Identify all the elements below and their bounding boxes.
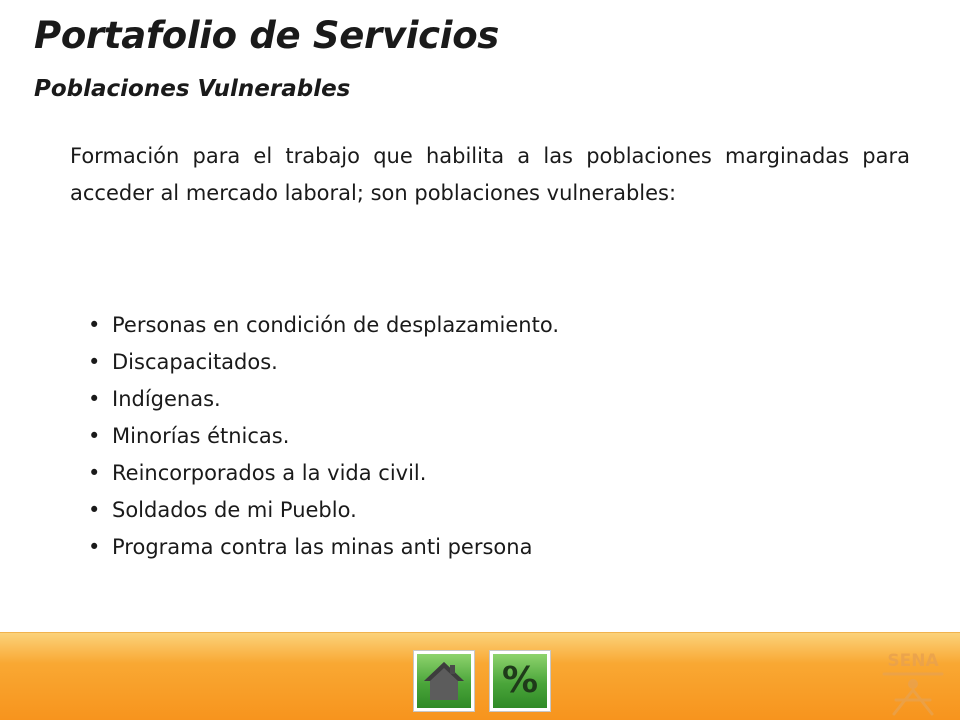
- footer-bar: [0, 633, 960, 720]
- page-title: Portafolio de Servicios: [34, 14, 500, 57]
- sena-logo: [874, 646, 952, 720]
- logo-text: SENA: [887, 651, 939, 671]
- list-item: • Programa contra las minas anti persona: [88, 529, 559, 566]
- home-icon: [421, 659, 467, 703]
- intro-paragraph: Formación para el trabajo que habilita a las poblaciones marginadas para acceder al mercado laboral; son poblaciones vulnerables:: [70, 144, 910, 205]
- page-subtitle: Poblaciones Vulnerables: [34, 76, 351, 102]
- list-item: • Personas en condición de desplazamiento.: [88, 307, 559, 344]
- percent-label: %: [501, 660, 539, 701]
- home-button[interactable]: [414, 651, 474, 711]
- list-item: • Soldados de mi Pueblo.: [88, 492, 559, 529]
- percent-button[interactable]: [490, 651, 550, 711]
- list-item: • Indígenas.: [88, 381, 559, 418]
- list-item: • Minorías étnicas.: [88, 418, 559, 455]
- list-item: • Discapacitados.: [88, 344, 559, 381]
- population-list: [88, 307, 559, 566]
- list-item: • Reincorporados a la vida civil.: [88, 455, 559, 492]
